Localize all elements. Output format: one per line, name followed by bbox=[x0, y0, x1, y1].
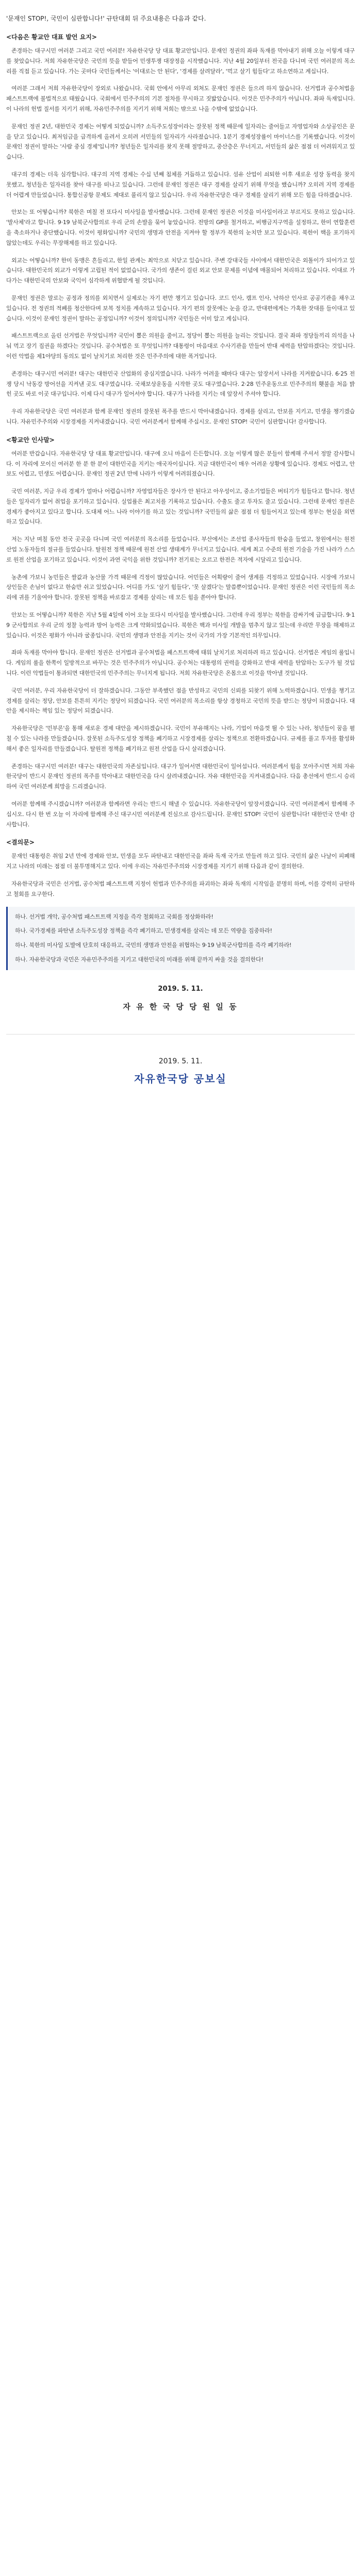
paragraph: 존경하는 대구시민 여러분! 대구는 대한민국의 자존심입니다. 대구가 일어서면 대한민국이 일어섭니다. 여러분께서 힘을 모아주시면 저희 자유한국당이 반드시 문재인 정권의 폭주를 막아내고 대한민국을 다시 살려내겠습니다. 자유 대한민국을 지켜내겠습니다. 다음 총선에서 반드시 승리하여 국민 여러분께 희망을 드리겠습니다. bbox=[6, 762, 355, 790]
resolution-item: 하나. 북한의 미사일 도발에 단호히 대응하고, 국민의 생명과 안전을 위협하는 9·19 남북군사합의를 즉각 폐기하라! bbox=[15, 942, 292, 949]
paragraph: 패스트트랙으로 올린 선거법은 무엇입니까? 국민이 뽑은 의원을 줄이고, 정당이 뽑는 의원을 늘리는 것입니다. 결국 좌파 정당들끼리 의석을 나눠 먹고 장기 집권을 하겠다는 것입니다. 공수처법은 또 무엇입니까? 대통령이 마음대로 수사기관을 만들어 반대 세력을 탄압하겠다는 것입니다. 이런 악법을 제1야당의 동의도 없이 날치기로 처리한 것은 민주주의에 대한 폭거입니다. bbox=[6, 332, 355, 360]
footer-signature: 자유한국당 공보실 bbox=[134, 1072, 227, 1085]
intro-text: '문재인 STOP!, 국민이 심판합니다!' 규탄대회 뒤 주요내용은 다음과 같다. bbox=[6, 15, 206, 22]
paragraph: 문재인 정권은 말로는 공정과 정의를 외치면서 실제로는 자기 편만 챙기고 있습니다. 코드 인사, 캠프 인사, 낙하산 인사로 공공기관을 채우고 있습니다. 전 정권의 적폐를 청산한다며 보복 정치를 계속하고 있습니다. 자기 편의 잘못에는 눈을 감고, 반대편에게는 가혹한 잣대를 들이대고 있습니다. 이것이 문재인 정권이 말하는 공정입니까? 이것이 정의입니까? 국민들은 이미 알고 계십니다. bbox=[6, 294, 355, 322]
section-title: <다음은 황교안 대표 발언 요지> bbox=[6, 33, 97, 41]
paragraph: 국민 여러분, 우리 자유한국당이 더 잘하겠습니다. 그동안 부족했던 점을 반성하고 국민의 신뢰를 되찾기 위해 노력하겠습니다. 민생을 챙기고 경제를 살리는 정당, 안보를 튼튼히 지키는 정당이 되겠습니다. 국민 여러분의 목소리를 항상 경청하고 국민의 뜻을 받드는 정당이 되겠습니다. 대안을 제시하는 책임 있는 정당이 되겠습니다. bbox=[6, 687, 355, 715]
resolution-list bbox=[6, 907, 355, 970]
resolution-item: 하나. 자유한국당과 국민은 자유민주주의를 지키고 대한민국의 미래를 위해 끝까지 싸울 것을 결의한다! bbox=[15, 956, 264, 963]
paragraph: 우리 자유한국당은 국민 여러분과 함께 문재인 정권의 잘못된 폭주를 반드시 막아내겠습니다. 경제를 살리고, 안보를 지키고, 민생을 챙기겠습니다. 자유민주주의와 시장경제를 지켜내겠습니다. 국민 여러분께서 함께해 주십시오. 문재인 STOP! 국민이 심판합니다! 감사합니다. bbox=[6, 408, 355, 425]
resolution-item: 하나. 국가경제를 파탄낸 소득주도성장 정책을 즉각 폐기하고, 민생경제를 살리는 데 모든 역량을 집중하라! bbox=[15, 927, 272, 935]
section-title: <결의문> bbox=[6, 839, 35, 846]
paragraph: 저는 지난 며칠 동안 전국 곳곳을 다니며 국민 여러분의 목소리를 들었습니다. 부산에서는 조선업 종사자들의 한숨을 들었고, 창원에서는 원전 산업 노동자들의 절규를 들었습니다. 탈원전 정책 때문에 원전 산업 생태계가 무너지고 있습니다. 세계 최고 수준의 원전 기술을 가진 나라가 스스로 원전 산업을 포기하고 있습니다. 이것이 과연 국익을 위한 것입니까? 전기료는 오르고 한전은 적자에 시달리고 있습니다. bbox=[6, 536, 355, 563]
paragraph: 안보는 또 어떻습니까? 북한은 지난 5월 4일에 이어 오늘 또다시 미사일을 발사했습니다. 그런데 우리 정부는 북한을 감싸기에 급급합니다. 9·19 군사합의로 우리 군의 정찰 능력과 방어 능력은 크게 약화되었습니다. 북한은 핵과 미사일 개발을 멈추지 않고 있는데 우리만 무장을 해제하고 있습니다. 이것은 평화가 아니라 굴종입니다. 국민의 생명과 안전을 지키는 것이 국가의 가장 기본적인 의무입니다. bbox=[6, 612, 355, 639]
closing-party: 자 유 한 국 당 당 원 일 동 bbox=[123, 1002, 238, 1011]
footer-date: 2019. 5. 11. bbox=[158, 1057, 203, 1065]
paragraph: 문재인 대통령은 취임 2년 만에 경제와 안보, 민생을 모두 파탄내고 대한민국을 좌파 독재 국가로 만들려 하고 있다. 국민의 삶은 나날이 피폐해지고 나라의 미래는 점점 더 불투명해지고 있다. 이에 우리는 자유민주주의와 시장경제를 지키기 위해 다음과 같이 결의한다. bbox=[6, 853, 355, 870]
section-leader-speech bbox=[6, 31, 355, 427]
paragraph: 존경하는 대구시민 여러분! 대구는 대한민국 산업화의 중심지였습니다. 나라가 어려울 때마다 대구는 앞장서서 나라를 지켜왔습니다. 6·25 전쟁 당시 낙동강 방어선을 지켜낸 곳도 대구였습니다. 국채보상운동을 시작한 곳도 대구였습니다. 2·28 민주운동으로 민주주의의 횃불을 처음 밝힌 곳도 바로 이곳 대구입니다. 이제 다시 대구가 일어서야 합니다. 대구가 나라를 지키는 데 앞장서 주셔야 합니다. bbox=[6, 370, 355, 398]
paragraph: 자유한국당과 국민은 선거법, 공수처법 패스트트랙 지정이 헌법과 민주주의를 파괴하는 좌파 독재의 시작임을 분명히 하며, 이를 강력히 규탄하고 철회를 요구한다. bbox=[6, 880, 355, 897]
section-title: <황교안 인사말> bbox=[6, 436, 55, 444]
paragraph: 대구의 경제는 더욱 심각합니다. 대구의 지역 경제는 수십 년째 침체를 거듭하고 있습니다. 섬유 산업이 쇠퇴한 이후 새로운 성장 동력을 찾지 못했고, 청년들은 일자리를 찾아 대구를 떠나고 있습니다. 그런데 문재인 정권은 대구 경제를 살리기 위해 무엇을 했습니까? 오히려 지역 경제를 더 어렵게 만들었습니다. 통합신공항 문제도 제대로 풀리지 않고 있습니다. 우리 자유한국당은 대구 경제를 살리기 위해 모든 힘을 다하겠습니다. bbox=[6, 171, 355, 198]
paragraph: 여러분 반갑습니다. 자유한국당 당 대표 황교안입니다. 대구에 오니 마음이 든든합니다. 오늘 이렇게 많은 분들이 함께해 주셔서 정말 감사합니다. 이 자리에 모이신 여러분 한 분 한 분이 대한민국을 지키는 애국자이십니다. 지금 대한민국이 매우 어려운 상황에 있습니다. 경제도 어렵고, 안보도 어렵고, 민생도 어렵습니다. 문재인 정권 2년 만에 나라가 이렇게 어려워졌습니다. bbox=[6, 450, 355, 478]
paragraph: 국민 여러분, 지금 우리 경제가 얼마나 어렵습니까? 자영업자들은 장사가 안 된다고 아우성이고, 중소기업들은 버티기가 힘들다고 합니다. 청년들은 일자리가 없어 취업을 포기하고 있습니다. 실업률은 최고치를 기록하고 있습니다. 수출도 줄고 투자도 줄고 있습니다. 그런데 문재인 정권은 경제가 좋아지고 있다고 합니다. 도대체 어느 나라 이야기를 하고 있는 것입니까? 국민들의 삶은 점점 더 힘들어지고 있는데 정부는 현실을 외면하고 있습니다. bbox=[6, 488, 355, 526]
paragraph: 존경하는 대구시민 여러분 그리고 국민 여러분! 자유한국당 당 대표 황교안입니다. 문재인 정권의 좌파 독재를 막아내기 위해 오늘 이렇게 대구를 찾았습니다. 저희 자유한국당은 국민의 뜻을 받들어 민생투쟁 대장정을 시작했습니다. 지난 4월 20일부터 전국을 다니며 국민 여러분의 목소리를 직접 듣고 있습니다. 가는 곳마다 국민들께서는 '이대로는 안 된다', '경제를 살려달라', '먹고 살기 힘들다'고 하소연하고 계십니다. bbox=[6, 47, 355, 75]
divider bbox=[6, 1034, 355, 1035]
paragraph: 문재인 정권 2년, 대한민국 경제는 어떻게 되었습니까? 소득주도성장이라는 잘못된 정책 때문에 일자리는 줄어들고 자영업자와 소상공인은 문을 닫고 있습니다. 최저임금을 급격하게 올려서 오히려 서민들의 일자리가 사라졌습니다. 1분기 경제성장률이 마이너스를 기록했습니다. 이것이 문재인 정권이 말하는 '사람 중심 경제'입니까? 청년들은 일자리를 찾지 못해 절망하고, 중산층은 무너지고, 서민들의 삶은 점점 더 어려워지고 있습니다. bbox=[6, 123, 355, 161]
closing-date: 2019. 5. 11. bbox=[158, 985, 203, 993]
resolution-item: 하나. 선거법 개악, 공수처법 패스트트랙 지정을 즉각 철회하고 국회를 정상화하라! bbox=[15, 913, 214, 920]
paragraph: 농촌에 가보니 농민들은 쌀값과 농산물 가격 때문에 걱정이 많았습니다. 어민들은 어획량이 줄어 생계를 걱정하고 있었습니다. 시장에 가보니 상인들은 손님이 없다고 한숨만 쉬고 있었습니다. 어디를 가도 '살기 힘들다', '못 살겠다'는 말씀뿐이었습니다. 문재인 정권은 이런 국민들의 목소리에 귀를 기울여야 합니다. 잘못된 정책을 바로잡고 경제를 살리는 데 모든 힘을 쏟아야 합니다. bbox=[6, 573, 355, 601]
paragraph: 여러분 함께해 주시겠습니까? 여러분과 함께라면 우리는 반드시 해낼 수 있습니다. 자유한국당이 앞장서겠습니다. 국민 여러분께서 함께해 주십시오. 다시 한 번 오늘 이 자리에 함께해 주신 대구시민 여러분께 진심으로 감사드립니다. 문재인 STOP! 국민이 심판합니다! 대한민국 만세! 감사합니다. bbox=[6, 801, 355, 828]
paragraph: 외교는 어떻습니까? 한미 동맹은 흔들리고, 한일 관계는 최악으로 치닫고 있습니다. 주변 강대국들 사이에서 대한민국은 외톨이가 되어가고 있습니다. 대한민국의 외교가 이렇게 고립된 적이 없었습니다. 국가의 생존이 걸린 외교 안보 문제를 이념에 매몰되어 처리하고 있습니다. 이대로 가다가는 대한민국의 안보와 국익이 심각하게 위협받게 될 것입니다. bbox=[6, 257, 355, 284]
paragraph: 여러분 그래서 저희 자유한국당이 장외로 나왔습니다. 국회 안에서 아무리 외쳐도 문재인 정권은 들으려 하지 않습니다. 선거법과 공수처법을 패스트트랙에 불법적으로 태웠습니다. 국회에서 민주주의의 기본 절차를 무시하고 짓밟았습니다. 이것은 민주주의가 아닙니다. 좌파 독재입니다. 이 나라의 헌법 질서를 지키기 위해, 자유민주주의를 지키기 위해 저희는 밖으로 나올 수밖에 없었습니다. bbox=[6, 85, 355, 112]
paragraph: 안보는 또 어떻습니까? 북한은 며칠 전 또다시 미사일을 발사했습니다. 그런데 문재인 정권은 이것을 미사일이라고 부르지도 못하고 있습니다. '발사체'라고 합니다. 9·19 남북군사합의로 우리 군의 손발을 묶어 놓았습니다. 전방의 GP를 철거하고, 비행금지구역을 설정하고, 한미 연합훈련을 축소하거나 중단했습니다. 이것이 평화입니까? 국민의 생명과 안전을 지켜야 할 정부가 북한의 눈치만 보고 있습니다. 북한이 핵을 포기하지 않았는데도 우리는 무장해제를 하고 있습니다. bbox=[6, 209, 355, 246]
paragraph: 자유한국당은 '민부론'을 통해 새로운 경제 대안을 제시하겠습니다. 국민이 부유해지는 나라, 기업이 마음껏 뛸 수 있는 나라, 청년들이 꿈을 펼칠 수 있는 나라를 만들겠습니다. 잘못된 소득주도성장 정책을 폐기하고 시장경제를 살리는 정책으로 전환하겠습니다. 규제를 풀고 투자를 활성화해서 좋은 일자리를 만들겠습니다. 탈원전 정책을 폐기하고 원전 산업을 다시 살리겠습니다. bbox=[6, 725, 355, 752]
section-greeting bbox=[6, 434, 355, 830]
section-resolution bbox=[6, 837, 355, 970]
paragraph: 좌파 독재를 막아야 합니다. 문재인 정권은 선거법과 공수처법을 패스트트랙에 태워 날치기로 처리하려 하고 있습니다. 선거법은 게임의 룰입니다. 게임의 룰을 한쪽이 일방적으로 바꾸는 것은 민주주의가 아닙니다. 공수처는 대통령의 권력을 강화하고 반대 세력을 탄압하는 도구가 될 것입니다. 이런 악법들이 통과되면 대한민국의 민주주의는 무너지게 됩니다. 저희 자유한국당은 온몸으로 이것을 막아낼 것입니다. bbox=[6, 649, 355, 677]
